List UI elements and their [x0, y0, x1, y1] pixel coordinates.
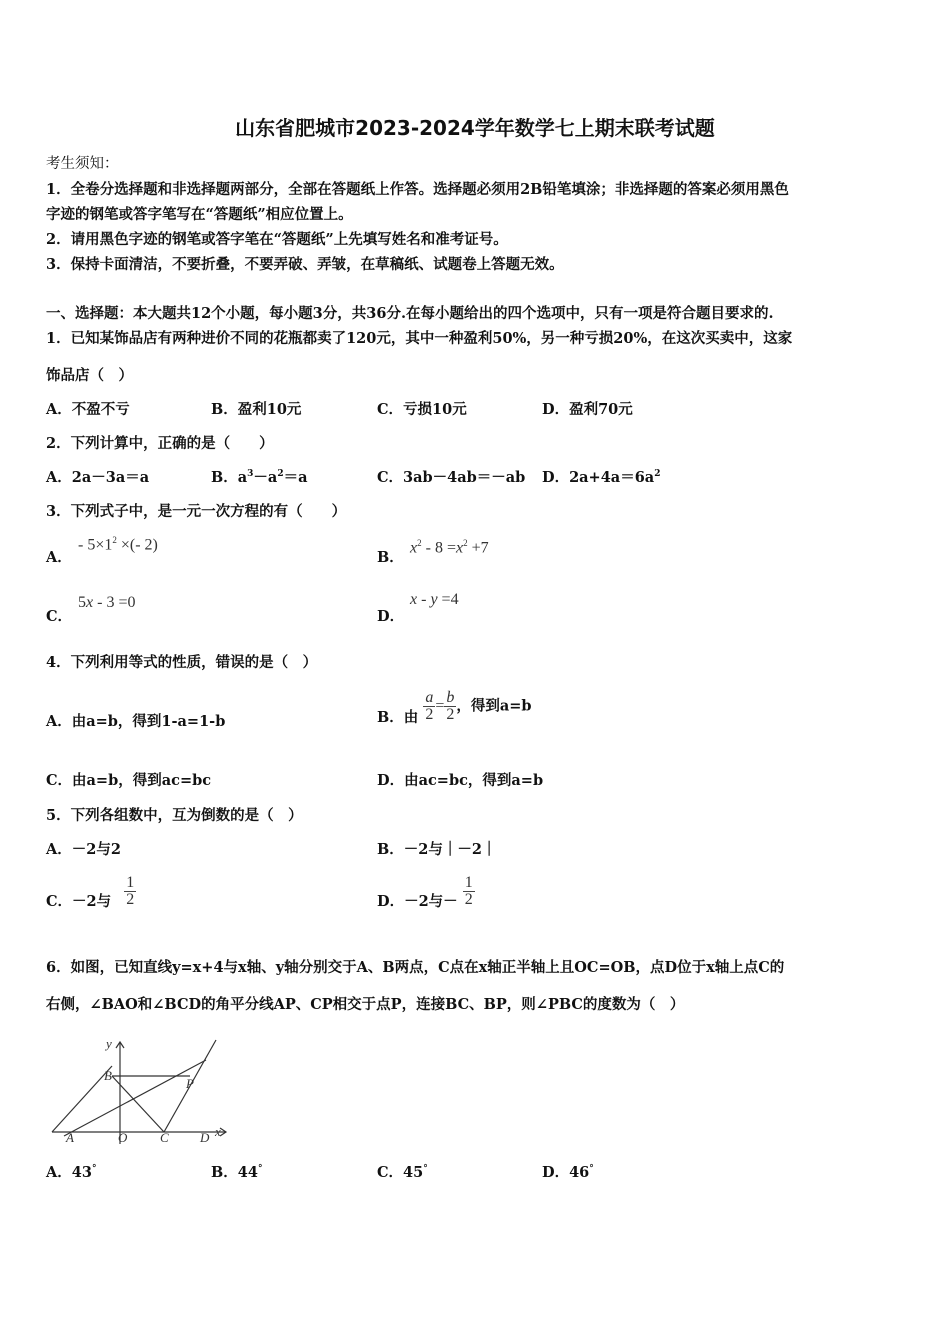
q3-a-pre: - 5×1: [78, 536, 113, 554]
q3-option-a-expr[interactable]: [78, 535, 158, 554]
section-heading: 一、选择题：本大题共12个小题，每小题3分，共36分.在每小题给出的四个选项中，只有一项是符合题目要求的.: [46, 305, 774, 322]
q2-b-sup2: 2: [277, 469, 284, 480]
q2-option-a[interactable]: A．2a－3a＝a: [46, 469, 150, 486]
q3-b-sup1: 2: [417, 538, 422, 548]
q2-option-d[interactable]: [542, 466, 660, 487]
q1-option-d[interactable]: D．盈利70元: [542, 401, 633, 418]
q6-c-degree: °: [423, 1164, 428, 1175]
q4-b-den1: 2: [425, 706, 434, 723]
q4-b-den2: 2: [446, 706, 455, 723]
notice-item-2: 2．请用黑色字迹的钢笔或答字笔在“答题纸”上先填写姓名和准考证号。: [46, 231, 508, 248]
q6-a-degree: °: [91, 1164, 97, 1175]
q6-d-text: D．46: [542, 1164, 590, 1181]
page-title: 山东省肥城市2023-2024学年数学七上期末联考试题: [235, 116, 715, 140]
label-a: A: [66, 1130, 74, 1145]
q4-option-b[interactable]: [377, 686, 532, 727]
q3-c-post: - 3 =0: [93, 594, 136, 611]
q4-b-fraction-a: [423, 690, 435, 723]
notice-item-1-line-2: 字迹的钢笔或答字笔写在“答题纸”相应位置上。: [46, 206, 353, 223]
line-ab: [52, 1066, 112, 1132]
q3-a-post: ×(- 2): [116, 536, 158, 554]
q3-b-sup2: 2: [463, 538, 468, 548]
label-c: C: [160, 1130, 169, 1145]
label-x: x: [215, 1124, 221, 1139]
q6-c-text: C．45: [377, 1164, 424, 1181]
q2-option-c[interactable]: C．3ab－4ab＝－ab: [377, 469, 526, 486]
q6-figure: [48, 1036, 234, 1150]
q6-b-degree: °: [257, 1164, 263, 1175]
q3-option-c-expr[interactable]: [78, 594, 135, 612]
q3-option-b-label[interactable]: B．: [377, 549, 404, 566]
q6-b-text: B．44: [211, 1164, 258, 1181]
notice-heading: 考生须知：: [46, 156, 119, 172]
q3-b-post: +7: [467, 539, 489, 557]
label-o: O: [118, 1130, 128, 1145]
line-ap: [64, 1060, 206, 1136]
q6-geometry-diagram: [48, 1036, 234, 1146]
q4-b-num2: b: [446, 689, 455, 706]
q1-option-a[interactable]: A．不盈不亏: [46, 401, 130, 418]
q2-b-post: ＝a: [283, 469, 308, 486]
q3-option-d-label[interactable]: D．: [377, 608, 405, 625]
question-4-stem: 4．下列利用等式的性质，错误的是（ ）: [46, 654, 318, 671]
notice-item-3: 3．保持卡面清洁，不要折叠，不要弄破、弄皱，在草稿纸、试题卷上答题无效。: [46, 256, 564, 273]
q2-b-pre: B．a: [211, 469, 248, 486]
q2-d-sup: 2: [654, 469, 661, 480]
q4-b-post: ，得到a=b: [456, 697, 532, 715]
q4-b-pre: B．由: [377, 709, 419, 726]
q4-b-fraction-b: [444, 690, 456, 723]
q3-d-x: x: [410, 591, 418, 608]
q2-b-mid: －a: [253, 469, 278, 486]
question-3-stem: 3．下列式子中，是一元一次方程的有（ ）: [46, 503, 347, 520]
q1-option-b[interactable]: B．盈利10元: [211, 401, 302, 418]
q5-d-den: 2: [464, 891, 473, 908]
q5-option-b[interactable]: B．－2与｜－2｜: [377, 841, 497, 858]
q6-a-text: A．43: [46, 1164, 92, 1181]
q5-option-a[interactable]: A．－2与2: [46, 841, 121, 858]
question-2-stem: 2．下列计算中，正确的是（ ）: [46, 435, 274, 452]
q3-a-sup: 2: [112, 535, 117, 545]
q5-d-pre: D．－2与－: [377, 893, 458, 910]
q1-option-c[interactable]: C．亏损10元: [377, 401, 467, 418]
label-d: D: [200, 1130, 210, 1145]
question-1-line-2: 饰品店（ ）: [46, 367, 133, 384]
q5-option-d[interactable]: [377, 872, 475, 911]
question-5-stem: 5．下列各组数中，互为倒数的是（ ）: [46, 807, 303, 824]
q3-b-mid: - 8 =: [421, 539, 456, 557]
label-p: P: [186, 1076, 194, 1091]
q2-b-sup1: 3: [247, 469, 254, 480]
q3-c-pre: 5: [78, 594, 86, 611]
q5-c-num: 1: [126, 874, 135, 891]
q5-c-fraction: [124, 875, 136, 908]
q4-option-d[interactable]: D．由ac=bc，得到a=b: [377, 772, 544, 789]
q3-b-x2: x: [455, 539, 464, 557]
q4-b-eq: =: [435, 697, 445, 715]
q5-c-pre: C．－2与: [46, 893, 112, 910]
q6-option-b[interactable]: [211, 1161, 262, 1182]
q5-option-c[interactable]: [46, 872, 136, 911]
q3-d-mid: -: [417, 591, 431, 608]
q3-option-c-label[interactable]: C．: [46, 608, 73, 625]
q3-c-x: x: [86, 594, 94, 611]
q3-b-x1: x: [410, 539, 418, 557]
label-y: y: [106, 1036, 112, 1051]
question-1-line-1: 1．已知某饰品店有两种进价不同的花瓶都卖了120元，其中一种盈利50%，另一种亏损20%，在这次买卖中，这家: [46, 330, 793, 347]
label-b: B: [104, 1068, 112, 1083]
q3-option-b-expr[interactable]: [410, 538, 489, 557]
q5-c-den: 2: [126, 891, 135, 908]
notice-item-1-line-1: 1．全卷分选择题和非选择题两部分，全部在答题纸上作答。选择题必须用2B铅笔填涂；非选择题的答案必须用黑色: [46, 181, 789, 198]
question-6-line-2: 右侧，∠BAO和∠BCD的角平分线AP、CP相交于点P，连接BC、BP，则∠PBC的度数为（ ）: [46, 996, 685, 1013]
question-6-line-1: 6．如图，已知直线y=x+4与x轴、y轴分别交于A、B两点，C点在x轴正半轴上且OC=OB，点D位于x轴上点C的: [46, 959, 785, 976]
q6-option-d[interactable]: [542, 1161, 594, 1182]
q6-d-degree: °: [589, 1164, 594, 1175]
q4-b-num1: a: [425, 689, 434, 706]
q2-d-pre: D．2a+4a＝6a: [542, 469, 655, 486]
q3-d-post: =4: [437, 591, 459, 608]
q3-d-y: y: [430, 591, 438, 608]
q6-option-a[interactable]: [46, 1161, 96, 1182]
q3-option-a-label[interactable]: A．: [46, 549, 72, 566]
q6-option-c[interactable]: [377, 1161, 428, 1182]
q5-d-fraction: [463, 875, 475, 908]
q4-option-a[interactable]: A．由a=b，得到1-a=1-b: [46, 713, 226, 730]
q5-d-num: 1: [464, 874, 473, 891]
q2-option-b[interactable]: [211, 466, 308, 487]
q4-option-c[interactable]: C．由a=b，得到ac=bc: [46, 772, 212, 789]
q3-option-d-expr[interactable]: [410, 591, 459, 609]
